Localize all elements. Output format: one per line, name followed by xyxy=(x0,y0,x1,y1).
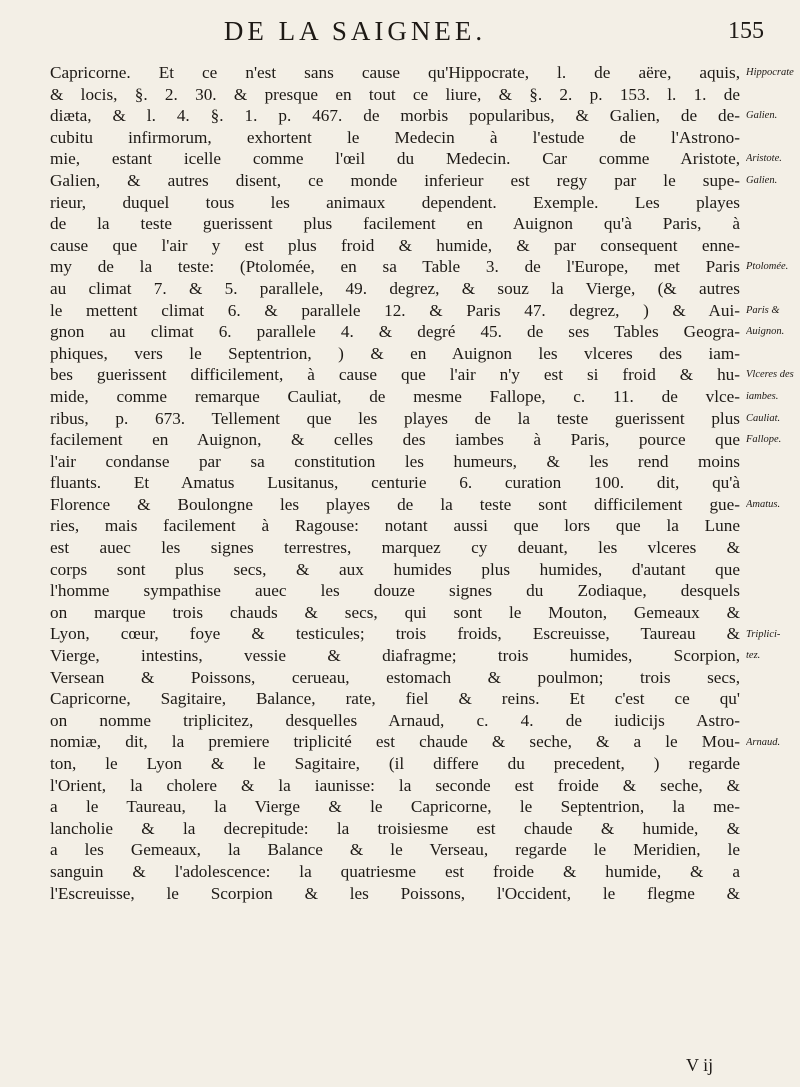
text-line: Capricorne, Sagitaire, Balance, rate, fiel & reins. Et c'est ce qu' xyxy=(50,689,740,709)
text-line: ribus, p. 673. Tellement que les playes de la teste guerissent plus xyxy=(50,408,740,428)
text-line: cubitu infirmorum, exhortent le Medecin à l'estude de l'Astrono- xyxy=(50,127,740,147)
text-line: gnon au climat 6. parallele 4. & degré 45. de ses Tables Geogra- xyxy=(50,322,740,342)
page-header xyxy=(0,16,800,52)
text-line: ries, mais facilement à Ragouse: notant aussi que lors que la Lune xyxy=(50,516,740,536)
text-line: Versean & Poissons, cerueau, estomach & poulmon; trois secs, xyxy=(50,667,740,687)
text-line: Galien, & autres disent, ce monde inferieur est regy par le supe- xyxy=(50,170,740,190)
text-line: l'Orient, la cholere & la iaunisse: la seconde est froide & seche, & xyxy=(50,775,740,795)
text-line: Capricorne. Et ce n'est sans cause qu'Hippocrate, l. de aëre, aquis, xyxy=(50,63,740,82)
body-text xyxy=(50,62,740,904)
text-line: est auec les signes terrestres, marquez cy deuant, les vlceres & xyxy=(50,538,740,558)
running-title: DE LA SAIGNEE. xyxy=(223,16,487,46)
signature-mark: V ij xyxy=(686,1055,714,1075)
text-line: fluants. Et Amatus Lusitanus, centurie 6. curation 100. dit, qu'à xyxy=(50,473,740,493)
margin-note: Cauliat. xyxy=(746,412,781,424)
margin-note: Galien. xyxy=(746,175,778,186)
margin-note: Vlceres des xyxy=(746,369,794,381)
margin-note: Auignon. xyxy=(746,326,785,338)
text-line: a les Gemeaux, la Balance & le Verseau, regarde le Meridien, le xyxy=(50,840,740,860)
text-line: cause que l'air y est plus froid & humide, & par consequent enne- xyxy=(50,235,740,255)
margin-note: iambes. xyxy=(746,391,779,402)
page-number: 155 xyxy=(728,18,764,44)
text-line: mie, estant icelle comme l'œil du Medecin. Car comme Aristote, xyxy=(50,149,740,169)
margin-note: Hippocrate xyxy=(746,67,794,78)
text-line: on nomme triplicitez, desquelles Arnaud, c. 4. de iudicijs Astro- xyxy=(50,710,740,730)
margin-note: Fallope. xyxy=(746,434,782,446)
text-line: ton, le Lyon & le Sagitaire, (il differe du precedent, ) regarde xyxy=(50,754,740,773)
text-line: sanguin & l'adolescence: la quatriesme est froide & humide, & a xyxy=(50,861,740,881)
text-line: bes guerissent difficilement, à cause que l'air n'y est si froid & hu- xyxy=(50,365,740,385)
margin-note: Arnaud. xyxy=(746,736,781,748)
text-line: l'air condanse par sa constitution les humeurs, & les rend moins xyxy=(50,451,740,471)
text-line: on marque trois chauds & secs, qui sont le Mouton, Gemeaux & xyxy=(50,602,740,622)
text-line: l'Escreuisse, le Scorpion & les Poissons, l'Occident, le flegme & xyxy=(50,883,740,903)
margin-note: Galien. xyxy=(746,110,778,122)
text-line: de la teste guerissent plus facilement en Auignon qu'à Paris, à xyxy=(50,214,740,234)
text-line: diæta, & l. 4. §. 1. p. 467. de morbis popularibus, & Galien, de de- xyxy=(50,106,740,126)
text-line: my de la teste: (Ptolomée, en sa Table 3. de l'Europe, met Paris xyxy=(50,257,740,277)
text-line: le mettent climat 6. & parallele 12. & Paris 47. degrez, ) & Aui- xyxy=(50,300,740,320)
margin-note: Amatus. xyxy=(746,499,781,510)
text-line: & locis, §. 2. 30. & presque en tout ce liure, & §. 2. p. 153. l. 1. de xyxy=(50,84,740,104)
margin-note: Ptolomée. xyxy=(746,261,789,273)
text-line: l'homme sympathise auec les douze signes du Zodiaque, desquels xyxy=(50,581,740,601)
text-line: au climat 7. & 5. parallele, 49. degrez, & souz la Vierge, (& autres xyxy=(50,278,740,298)
text-line: facilement en Auignon, & celles des iambes à Paris, pource que xyxy=(50,430,740,450)
text-line: mide, comme remarque Cauliat, de mesme Fallope, c. 11. de vlce- xyxy=(50,386,740,406)
text-line: Lyon, cœur, foye & testicules; trois froids, Escreuisse, Taureau & xyxy=(50,624,740,644)
text-line: corps sont plus secs, & aux humides plus humides, d'autant que xyxy=(50,559,740,579)
margin-note: Aristote. xyxy=(746,153,782,165)
margin-note: Triplici- xyxy=(746,628,781,640)
margin-note: tez. xyxy=(746,650,761,662)
text-line: Florence & Boulongne les playes de la teste sont difficilement gue- xyxy=(50,494,740,514)
text-line: rieur, duquel tous les animaux dependent. Exemple. Les playes xyxy=(50,192,740,212)
text-line: lancholie & la decrepitude: la troisiesme est chaude & humide, & xyxy=(50,818,740,838)
margin-note: Paris & xyxy=(746,304,780,316)
text-line: Vierge, intestins, vessie & diafragme; trois humides, Scorpion, xyxy=(50,646,740,666)
text-line: a le Taureau, la Vierge & le Capricorne, le Septentrion, la me- xyxy=(50,797,740,817)
text-line: phiques, vers le Septentrion, ) & en Auignon les vlceres des iam- xyxy=(50,343,740,363)
text-line: nomiæ, dit, la premiere triplicité est chaude & seche, & a le Mou- xyxy=(50,732,740,752)
